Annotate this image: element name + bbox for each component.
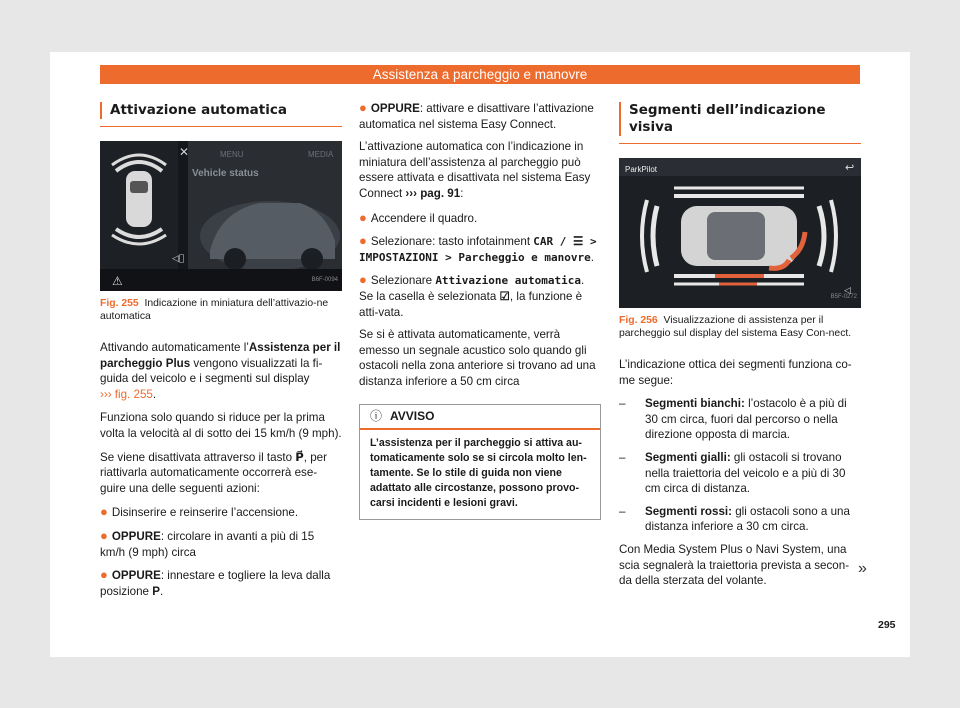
list-item: ● Selezionare: tasto infotainment CAR / ☰ > IMPOSTAZIONI > Parcheggio e manovre. (359, 233, 597, 264)
vehicle-status-label: Vehicle status (192, 168, 259, 179)
list-item: ● Accendere il quadro. (359, 209, 478, 225)
paragraph: L’indicazione ottica dei segmenti funziona co-me segue: (619, 358, 852, 387)
figure-code: B5F-0272 (830, 294, 857, 301)
section-title: Segmenti dell’indicazione visiva (619, 102, 861, 136)
svg-text:◁⃒: ◁⃒ (172, 254, 185, 264)
section-title: Attivazione automatica (100, 102, 342, 119)
list-item: ● OPPURE: attivare e disattivare l’attivazione automatica nel sistema Easy Connect. (359, 100, 594, 131)
list-item: ● OPPURE: innestare e togliere la leva dalla posizione P. (100, 567, 331, 598)
paragraph: Se si è attivata automaticamente, verrà emesso un segnale acustico solo quando gli ostacoli nella zona anteriore si trovano ad una distanza inferiore a 50 cm circa (359, 328, 596, 388)
parkpilot-illustration (619, 158, 861, 308)
list-item: – Segmenti gialli: gli ostacoli si trovano nella traiettoria del veicolo e a più di 30 cm circa di distanza. (619, 450, 846, 496)
paragraph: Funziona solo quando si riduce per la prima volta la velocità al di sotto dei 15 km/h (9 mph). (100, 411, 342, 440)
figure-256 (619, 158, 861, 308)
paragraph: Con Media System Plus o Navi System, una scia segnalerà la traiettoria prevista a secon-da della sterzata del volante. (619, 542, 850, 588)
list-item: – Segmenti bianchi: l’ostacolo è a più di 30 cm circa, fuori dal percorso o nella direzione opposta di marcia. (619, 397, 847, 442)
page-header: Assistenza a parcheggio e manovre (100, 65, 860, 84)
warning-box (359, 404, 601, 520)
paragraph: L’attivazione automatica con l’indicazione in miniatura dell’assistenza al parcheggio può essere attivata e disattivata nel sistema Easy Connect ››› pag. 91: (359, 140, 591, 200)
svg-text:◁: ◁ (844, 286, 851, 296)
parkpilot-label: ParkPilot (625, 165, 658, 174)
list-item: – Segmenti rossi: gli ostacoli sono a una distanza inferiore a 30 cm circa. (619, 504, 850, 534)
checkbox-checked-icon: ☑ (499, 289, 510, 303)
figure-255 (100, 141, 342, 291)
warning-body: L’assistenza per il parcheggio si attiva au-tomaticamente solo se si circola molto len-tamente. Se lo stile di guida non viene adattato alle circostanze, possono provo-carsi incidenti e lesioni gravi. (370, 436, 587, 509)
svg-text:⚠: ⚠ (112, 274, 123, 288)
list-item: ● Disinserire e reinserire l’accensione. (100, 504, 299, 520)
list-item: ● OPPURE: circolare in avanti a più di 15 km/h (9 mph) circa (100, 527, 315, 559)
svg-text:✕: ✕ (179, 145, 190, 159)
warning-icon: ⓘ (370, 408, 383, 423)
vehicle-status-illustration (100, 141, 342, 291)
continued-icon: » (858, 560, 867, 577)
figure-code: B6F-0094 (311, 277, 338, 284)
column-3 (619, 96, 861, 597)
paragraph: Se viene disattivata attraverso il tasto P⃗, per riattivarla automaticamente occorrerà ese-guire una delle seguenti azioni: (100, 450, 327, 495)
page-number: 295 (878, 619, 896, 631)
column-1 (100, 96, 342, 606)
svg-text:↩: ↩ (845, 161, 855, 174)
figure-caption: Fig. 256 Visualizzazione di assistenza per il parcheggio sul display del sistema Easy Con-nect. (619, 315, 852, 339)
figure-caption: Fig. 255 Indicazione in miniatura dell’attivazio-ne automatica (100, 298, 329, 322)
figure-link[interactable]: ››› fig. 255 (100, 387, 153, 401)
media-label: MEDIA (308, 150, 334, 159)
menu-label: MENU (220, 150, 244, 159)
page-link[interactable]: ››› pag. 91 (405, 186, 461, 200)
list-item: ● Selezionare Attivazione automatica. Se la casella è selezionata ☑, la funzione è atti-vata. (359, 272, 585, 319)
column-2 (359, 100, 601, 520)
paragraph: Attivando automaticamente l’Assistenza per il parcheggio Plus vengono visualizzati la fi-guida del veicolo e i segmenti sul display ››› fig. 255. (100, 341, 341, 401)
menu-icon: ☰ (573, 235, 584, 249)
warning-title: AVVISO (390, 408, 435, 423)
park-button-icon: P⃗ (295, 450, 304, 464)
